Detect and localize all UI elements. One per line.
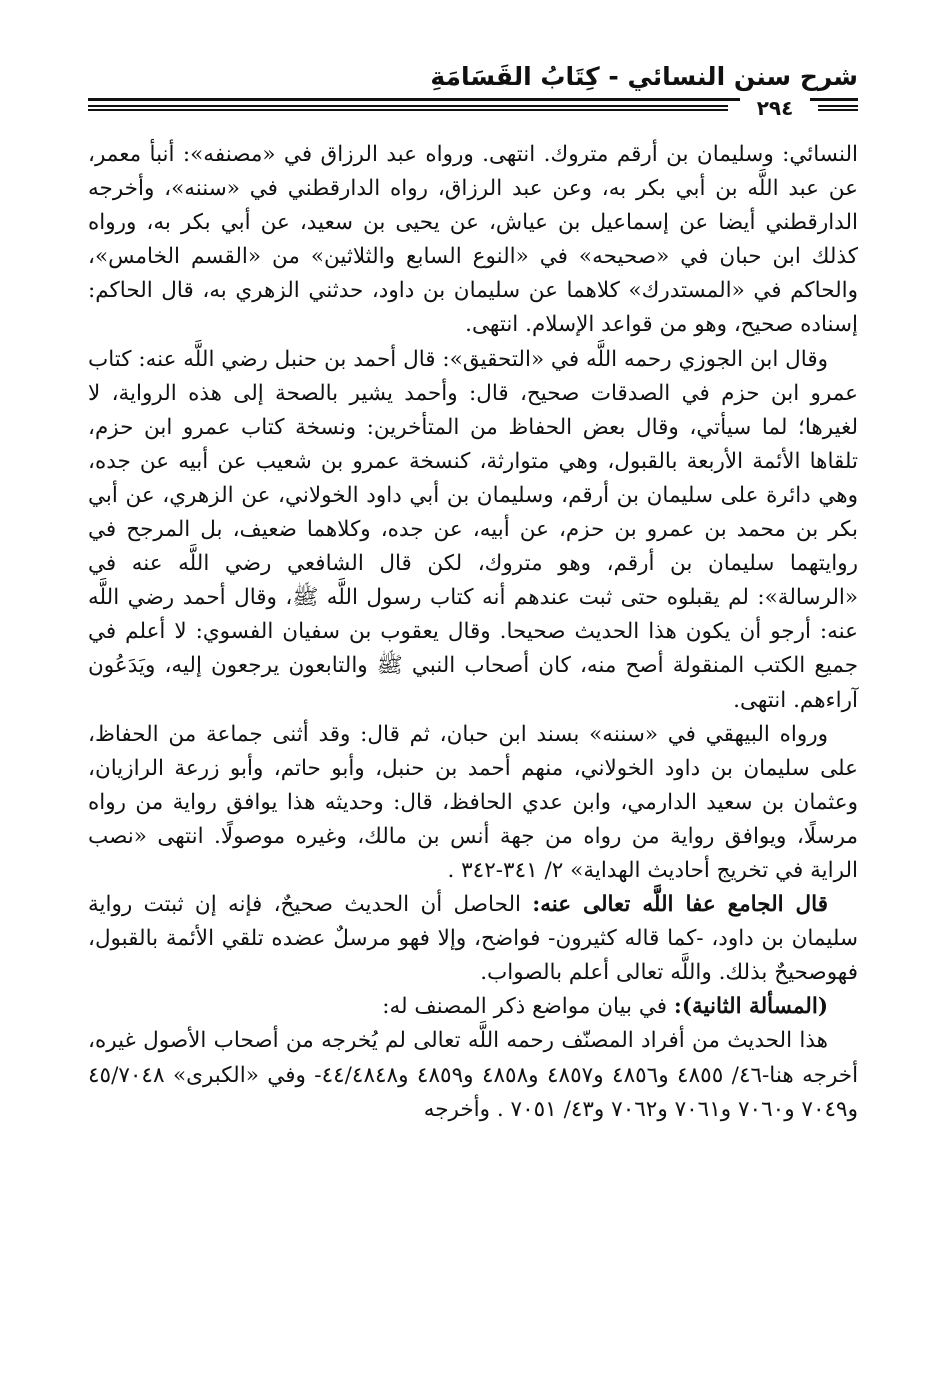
paragraph-text: في بيان مواضع ذكر المصنف له: [382,994,674,1020]
paragraph [88,718,858,888]
paragraph-text: الحاصل أن الحديث صحيحٌ، فإنه إن ثبتت رواية سليمان بن داود، -كما قاله كثيرون- فواضح، وإلا فهو مرسلٌ عضده تلقي الأئمة بالقبول، فهوصحيحٌ بذلك. واللَّه تعالى أعلم بالصواب. [88,892,858,986]
section-heading: (المسألة الثانية): [673,994,828,1020]
paragraph-text: وقال ابن الجوزي رحمه اللَّه في «التحقيق»: قال أحمد بن حنبل رضي اللَّه عنه: كتاب عمرو ابن حزم في الصدقات صحيح، قال: وأحمد يشير بالصحة إلى هذه الرواية، لا لغيرها؛ لما سيأتي، وقال بعض الحفاظ من المتأخرين: ونسخة كتاب عمرو ابن حزم، تلقاها الأئمة الأربعة بالقبول، وهي متوارثة، كنسخة عمرو بن شعيب عن أبيه عن جده، وهي دائرة على سليمان بن أرقم، وسليمان بن أبي داود الخولاني، عن الزهري، عن أبي بكر بن محمد بن عمرو بن حزم، عن أبيه، عن جده، وكلاهما ضعيف، بل المرجح في روايتهما سليمان بن أرقم، وهو متروك، لكن قال الشافعي رضي اللَّه عنه في «الرسالة»: لم يقبلوه حتى ثبت عندهم أنه كتاب رسول اللَّه ﷺ، وقال أحمد رضي اللَّه عنه: أرجو أن يكون هذا الحديث صحيحا. وقال يعقوب بن سفيان الفسوي: لا أعلم في جميع الكتب المنقولة أصح منه، كان أصحاب النبي ﷺ والتابعون يرجعون إليه، ويَدَعُون آراءهم. انتهى. [88,346,858,713]
paragraph [88,990,858,1024]
paragraph-text: ورواه البيهقي في «سننه» بسند ابن حبان، ثم قال: وقد أثنى جماعة من الحفاظ، على سليمان بن داود الخولاني، منهم أحمد بن حنبل، وأبو حاتم، وأبو زرعة الرازيان، وعثمان بن سعيد الدارمي، وابن عدي الحافظ، قال: وحديثه هذا يوافق رواية من رواه مرسلًا، ويوافق رواية من رواه من جهة أنس بن مالك، وغيره موصولًا. انتهى «نصب الراية في تخريج أحاديث الهداية» ٢/ ٣٤١-٣٤٢ . [88,721,858,883]
page-header [88,58,858,120]
author-comment-lead: قال الجامع عفا اللَّه تعالى عنه: [532,892,828,918]
paragraph-text: النسائي: وسليمان بن أرقم متروك. انتهى. ورواه عبد الرزاق في «مصنفه»: أنبأ معمر، عن عبد اللَّه بن أبي بكر به، وعن عبد الرزاق، رواه الدارقطني في «سننه»، وأخرجه الدارقطني أيضا عن إسماعيل بن عياش، عن يحيى بن سعيد، عن أبي بكر به، ورواه كذلك ابن حبان في «صحيحه» في «النوع السابع والثلاثين» من «القسم الخامس»، والحاكم في «المستدرك» كلاهما عن سليمان بن داود، حدثني الزهري به، قال الحاكم: إسناده صحيح، وهو من قواعد الإسلام. انتهى. [88,142,858,338]
paragraph [88,888,858,990]
running-title: شرح سنن النسائي - كِتَابُ القَسَامَةِ [430,62,858,91]
header-rule-bottom [88,105,728,111]
page-number: ٢٩٤ [740,96,810,120]
paragraph-text: هذا الحديث من أفراد المصنّف رحمه اللَّه تعالى لم يُخرجه من أصحاب الأصول غيره، أخرجه هنا-٤٦/ ٤٨٥٥ و٤٨٥٦ و٤٨٥٧ و٤٨٥٨ و٤٨٥٩ و٤٤/٤٨٤٨- وفي «الكبرى» ٤٥/٧٠٤٨ و٧٠٤٩ و٧٠٦٠ و٧٠٦١ و٧٠٦٢ و٤٣/ ٧٠٥١ . وأخرجه [88,1028,859,1122]
paragraph [88,1024,858,1126]
paragraph [88,343,858,718]
header-rule-short [818,105,858,111]
paragraph [88,138,858,343]
body-text [88,138,858,1127]
